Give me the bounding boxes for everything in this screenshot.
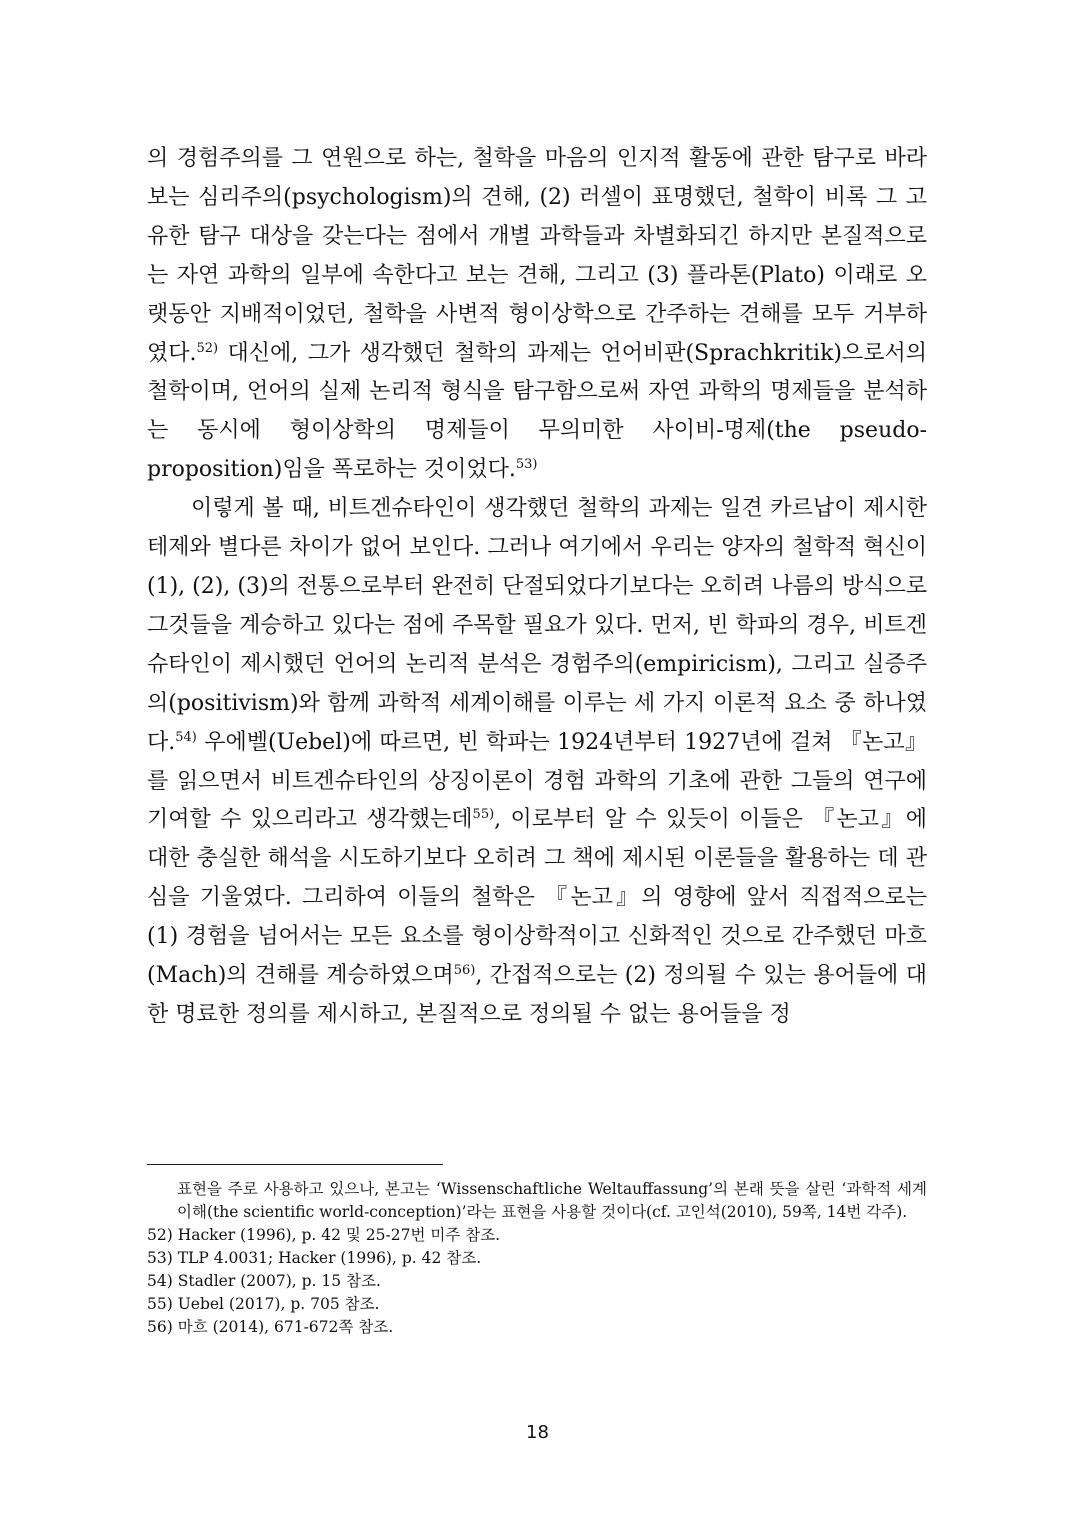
footnote-reference: 55) [472, 807, 495, 823]
footnote-item [147, 1316, 927, 1339]
footnote-number: 54) [147, 1272, 173, 1290]
footnote-text: TLP 4.0031; Hacker (1996), p. 42 참조. [177, 1249, 482, 1267]
body-paragraph [147, 140, 927, 490]
footnote-list [147, 1224, 927, 1339]
body-text-run: 우에벨(Uebel)에 따르면, 빈 학파는 1924년부터 1927년에 걸쳐 『논고』를 읽으면서 비트겐슈타인의 상징이론이 경험 과학의 기초에 관한 그들의 연구에 기여할 수 있으리라고 생각했는데 [147, 729, 927, 833]
footnote-separator [147, 1164, 443, 1165]
footnote-reference: 56) [453, 963, 476, 979]
footnote-item [147, 1247, 927, 1270]
body-text-run: 의 경험주의를 그 연원으로 하는, 철학을 마음의 인지적 활동에 관한 탐구로 바라보는 심리주의(psychologism)의 견해, (2) 러셀이 표명했던, 철학이 비록 그 고유한 탐구 대상을 갖는다는 점에서 개별 과학들과 차별화되긴 하지만 본질적으로는 자연 과학의 일부에 속한다고 보는 견해, 그리고 (3) 플라톤(Plato) 이래로 오랫동안 지배적이었던, 철학을 사변적 형이상학으로 간주하는 견해를 모두 거부하였다. [147, 146, 927, 366]
body-text-run: 이렇게 볼 때, 비트겐슈타인이 생각했던 철학의 과제는 일견 카르납이 제시한 테제와 별다른 차이가 없어 보인다. 그러나 여기에서 우리는 양자의 철학적 혁신이 (1), (2), (3)의 전통으로부터 완전히 단절되었다기보다는 오히려 나름의 방식으로 그것들을 계승하고 있다는 점에 주목할 필요가 있다. 먼저, 빈 학파의 경우, 비트겐슈타인이 제시했던 언어의 논리적 분석은 경험주의(empiricism), 그리고 실증주의(positivism)와 함께 과학적 세계이해를 이루는 세 가지 이론적 요소 중 하나였다. [147, 496, 927, 755]
footnote-item [147, 1270, 927, 1293]
page-number: 18 [526, 1422, 549, 1443]
body-text-run: , 이로부터 알 수 있듯이 이들은 『논고』에 대한 충실한 해석을 시도하기보다 오히려 그 책에 제시된 이론들을 활용하는 데 관심을 기울였다. 그리하여 이들의 철학은 『논고』의 영향에 앞서 직접적으로는 (1) 경험을 넘어서는 모든 요소를 형이상학적이고 신화적인 것으로 간주했던 마흐(Mach)의 견해를 계승하였으며 [147, 807, 927, 989]
footnote-continuation: 표현을 주로 사용하고 있으나, 본고는 ‘Wissenschaftliche Weltauffassung’의 본래 뜻을 살린 ‘과학적 세계이해(the scientific world-conception)’라는 표현을 사용할 것이다(cf. 고인석(2010), 59쪽, 14번 각주). [177, 1180, 927, 1221]
body-text-run: 대신에, 그가 생각했던 철학의 과제는 언어비판(Sprachkritik)으로서의 철학이며, 언어의 실제 논리적 형식을 탐구함으로써 자연 과학의 명제들을 분석하는 동시에 형이상학의 명제들이 무의미한 사이비-명제(the pseudo-proposition)임을 폭로하는 것이었다. [147, 340, 927, 483]
footnote-text: Hacker (1996), p. 42 및 25-27번 미주 참조. [177, 1226, 501, 1244]
footnotes-section [147, 1178, 927, 1339]
footnote-reference: 54) [175, 729, 197, 745]
footnote-text: 마흐 (2014), 671-672쪽 참조. [177, 1318, 394, 1336]
footnote-text: Stadler (2007), p. 15 참조. [177, 1272, 381, 1290]
footnote-item [147, 1224, 927, 1247]
footnote-item [147, 1293, 927, 1316]
body-paragraph [147, 490, 927, 1035]
body-text-run: , 간접적으로는 (2) 정의될 수 있는 용어들에 대한 명료한 정의를 제시하고, 본질적으로 정의될 수 없는 용어들을 정 [147, 963, 927, 1027]
footnote-reference: 52) [196, 340, 219, 356]
main-body-text [147, 140, 927, 1035]
footnote-number: 56) [147, 1318, 173, 1336]
footnote-number: 53) [147, 1249, 173, 1267]
footnote-number: 52) [147, 1226, 173, 1244]
footnote-number: 55) [147, 1295, 173, 1313]
footnote-text: Uebel (2017), p. 705 참조. [177, 1295, 380, 1313]
footnote-reference: 53) [515, 457, 538, 473]
